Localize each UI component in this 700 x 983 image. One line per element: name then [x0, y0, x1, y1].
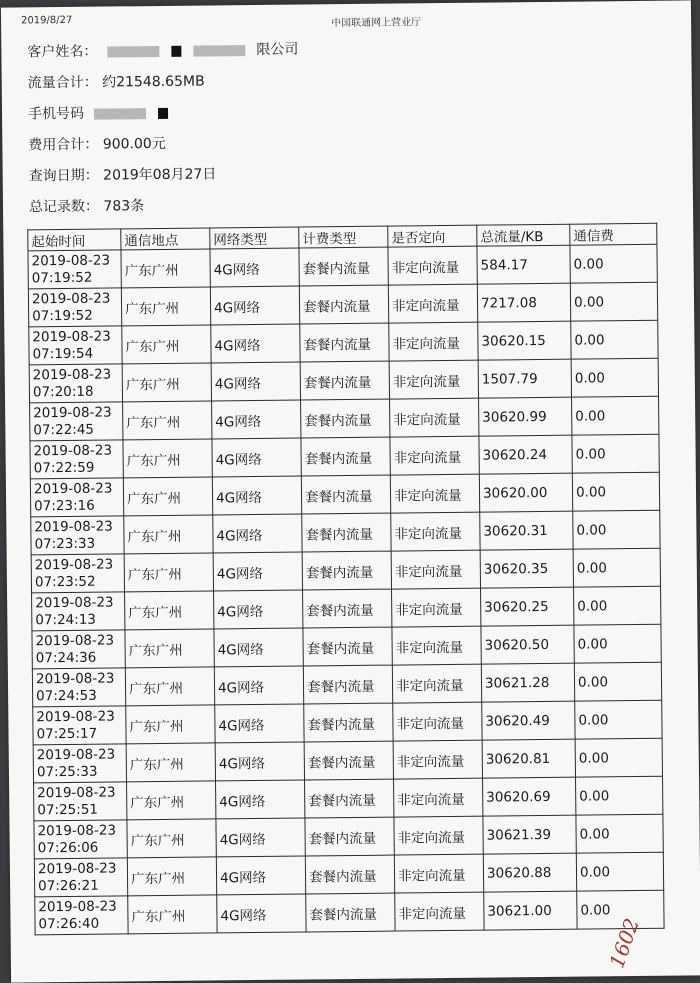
cell-start-time: [30, 478, 123, 517]
cell-traffic: 30620.69: [483, 777, 576, 816]
record-time: 07:23:33: [34, 535, 96, 552]
cell-network: 4G网络: [211, 324, 300, 363]
cell-fee: 0.00: [572, 434, 659, 473]
cell-directed: 非定向流量: [390, 474, 479, 513]
cell-location: 广东广州: [121, 249, 210, 288]
table-row: [30, 434, 659, 479]
record-date: 2019-08-23: [37, 821, 117, 839]
cell-traffic: 30620.88: [483, 853, 576, 892]
cell-fee: 0.00: [571, 358, 658, 397]
table-row: [34, 852, 663, 897]
cell-traffic: 30621.39: [483, 815, 576, 854]
cell-network: 4G网络: [212, 400, 301, 439]
column-header-fee: 通信费: [570, 223, 657, 245]
table-row: [31, 548, 660, 593]
customer-name-value: 限公司: [256, 41, 299, 58]
cell-traffic: 30620.35: [480, 549, 573, 588]
cell-traffic: 30620.00: [479, 473, 572, 512]
record-time: 07:26:40: [38, 915, 100, 932]
cell-traffic: 30620.81: [482, 739, 575, 778]
cell-fee: 0.00: [576, 776, 663, 815]
cell-start-time: [35, 896, 128, 935]
record-time: 07:23:52: [34, 573, 96, 590]
record-date: 2019-08-23: [35, 631, 115, 649]
cell-location: 广东广州: [128, 895, 217, 934]
traffic-total-row: [28, 66, 299, 100]
table-row: [28, 244, 657, 289]
cell-traffic: 30620.24: [479, 435, 572, 474]
cell-start-time: [31, 516, 124, 555]
cell-traffic: 30620.15: [478, 321, 571, 360]
cell-fee: 0.00: [572, 472, 659, 511]
cell-billing: 套餐内流量: [303, 627, 392, 666]
cell-start-time: [34, 820, 127, 859]
cell-location: 广东广州: [124, 515, 213, 554]
cell-location: 广东广州: [123, 401, 212, 440]
cell-directed: 非定向流量: [389, 322, 478, 361]
record-date: 2019-08-23: [32, 366, 112, 383]
cell-network: 4G网络: [217, 894, 306, 933]
redaction-mark: [194, 45, 246, 57]
cell-fee: 0.00: [573, 510, 660, 549]
record-date: 2019-08-23: [31, 252, 111, 269]
cell-start-time: [32, 630, 125, 669]
cell-traffic: 1507.79: [478, 359, 571, 398]
cell-fee: 0.00: [574, 586, 661, 625]
cell-directed: 非定向流量: [393, 740, 482, 779]
cell-directed: 非定向流量: [391, 512, 480, 551]
cell-directed: 非定向流量: [392, 664, 481, 703]
cell-fee: 0.00: [570, 282, 657, 321]
cell-traffic: 584.17: [477, 245, 570, 284]
cell-fee: 0.00: [576, 814, 663, 853]
cell-billing: 套餐内流量: [305, 817, 394, 856]
customer-name-label: 客户姓名：: [27, 43, 98, 61]
record-time: 07:24:36: [35, 649, 97, 666]
column-header-start-time: 起始时间: [28, 229, 121, 251]
cell-directed: 非定向流量: [389, 360, 478, 399]
redaction-mark: [172, 45, 182, 56]
record-date: 2019-08-23: [37, 783, 116, 801]
cell-directed: 非定向流量: [388, 284, 477, 323]
query-date-value: 2019年08月27日: [103, 166, 217, 184]
redaction-mark: [158, 107, 168, 118]
cell-directed: 非定向流量: [395, 892, 484, 931]
table-row: [29, 358, 658, 403]
cell-network: 4G网络: [216, 818, 305, 857]
record-time: 07:24:53: [36, 687, 97, 704]
column-header-billing: 计费类型: [299, 226, 388, 248]
printed-page: [1, 0, 700, 982]
cell-start-time: [29, 326, 122, 365]
table-row: [30, 396, 659, 441]
cell-start-time: [33, 744, 126, 783]
record-time: 07:23:16: [34, 497, 95, 514]
cell-directed: 非定向流量: [391, 550, 480, 589]
column-header-network: 网络类型: [210, 227, 299, 249]
cell-fee: 0.00: [576, 852, 663, 891]
cell-traffic: 30621.28: [481, 663, 574, 702]
handwritten-page-mark: 1602: [604, 915, 644, 972]
site-title: 中国联通网上营业厅: [331, 17, 422, 30]
record-date: 2019-08-23: [35, 593, 114, 611]
table-body: [28, 244, 664, 935]
cell-directed: 非定向流量: [394, 778, 483, 817]
cell-fee: 0.00: [574, 662, 661, 701]
cell-location: 广东广州: [122, 363, 211, 402]
cell-location: 广东广州: [124, 553, 213, 592]
fee-total-row: [28, 128, 299, 162]
cell-billing: 套餐内流量: [299, 285, 388, 324]
record-time: 07:26:06: [37, 839, 99, 856]
table-row: [33, 700, 662, 745]
query-date-label: 查询日期：: [28, 167, 99, 185]
cell-traffic: 30620.31: [480, 511, 573, 550]
cell-billing: 套餐内流量: [305, 779, 394, 818]
cell-start-time: [32, 592, 125, 631]
cell-network: 4G网络: [216, 856, 305, 895]
cell-billing: 套餐内流量: [304, 703, 393, 742]
cell-fee: 0.00: [575, 738, 662, 777]
record-time: 07:22:45: [33, 421, 95, 438]
cell-fee: 0.00: [572, 396, 659, 435]
table-row: [28, 282, 657, 327]
table-row: [29, 320, 658, 365]
cell-billing: 套餐内流量: [302, 513, 391, 552]
cell-traffic: 30620.99: [479, 397, 572, 436]
cell-billing: 套餐内流量: [301, 437, 390, 476]
cell-directed: 非定向流量: [394, 854, 483, 893]
record-date: 2019-08-23: [34, 517, 113, 535]
cell-network: 4G网络: [214, 590, 303, 629]
cell-location: 广东广州: [121, 287, 210, 326]
record-date: 2019-08-23: [36, 745, 116, 763]
cell-directed: 非定向流量: [392, 626, 481, 665]
record-date: 2019-08-23: [32, 328, 111, 345]
cell-network: 4G网络: [212, 476, 301, 515]
cell-fee: 0.00: [575, 700, 662, 739]
cell-billing: 套餐内流量: [300, 323, 389, 362]
cell-billing: 套餐内流量: [303, 589, 392, 628]
cell-location: 广东广州: [127, 857, 216, 896]
cell-billing: 套餐内流量: [300, 361, 389, 400]
record-time: 07:22:59: [33, 459, 95, 476]
cell-network: 4G网络: [214, 666, 303, 705]
cell-directed: 非定向流量: [390, 436, 479, 475]
record-count-label: 总记录数：: [28, 198, 100, 216]
redaction-mark: [94, 108, 146, 120]
cell-billing: 套餐内流量: [303, 665, 392, 704]
cell-network: 4G网络: [212, 438, 301, 477]
cell-traffic: 30620.50: [481, 625, 574, 664]
cell-directed: 非定向流量: [390, 398, 479, 437]
cell-billing: 套餐内流量: [299, 247, 388, 286]
table-row: [31, 510, 660, 555]
cell-billing: 套餐内流量: [301, 475, 390, 514]
cell-fee: 0.00: [577, 890, 664, 929]
cell-network: 4G网络: [211, 362, 300, 401]
table-row: [34, 814, 663, 859]
record-time: 07:24:13: [35, 611, 97, 628]
record-time: 07:25:17: [36, 725, 98, 742]
cell-directed: 非定向流量: [392, 588, 481, 627]
cell-network: 4G网络: [213, 552, 302, 591]
cell-network: 4G网络: [215, 704, 304, 743]
cell-directed: 非定向流量: [394, 816, 483, 855]
cell-fee: 0.00: [573, 548, 660, 587]
cell-location: 广东广州: [127, 781, 216, 820]
cell-start-time: [29, 364, 122, 403]
cell-fee: 0.00: [571, 320, 658, 359]
table-row: [34, 776, 663, 821]
cell-billing: 套餐内流量: [305, 855, 394, 894]
customer-info: [27, 35, 300, 224]
table-row: [33, 738, 662, 783]
cell-traffic: 30620.25: [481, 587, 574, 626]
query-date-row: [29, 159, 300, 193]
cell-start-time: [28, 250, 121, 289]
cell-billing: 套餐内流量: [301, 399, 390, 438]
record-time: 07:19:52: [31, 269, 93, 286]
cell-directed: 非定向流量: [388, 246, 477, 285]
cell-fee: 0.00: [570, 244, 657, 283]
record-time: 07:25:33: [36, 763, 98, 780]
cell-location: 广东广州: [126, 705, 215, 744]
cell-network: 4G网络: [214, 628, 303, 667]
fee-total-value: 900.00元: [102, 135, 166, 153]
column-header-directed: 是否定向: [388, 225, 477, 247]
cell-network: 4G网络: [215, 742, 304, 781]
record-date: 2019-08-23: [33, 404, 112, 421]
phone-label: 手机号码: [27, 105, 85, 123]
cell-traffic: 30621.00: [484, 891, 577, 930]
cell-billing: 套餐内流量: [302, 551, 391, 590]
cell-location: 广东广州: [126, 743, 215, 782]
cell-directed: 非定向流量: [393, 702, 482, 741]
record-time: 07:26:21: [38, 877, 99, 894]
record-date: 2019-08-23: [38, 897, 117, 915]
traffic-records-table: [27, 223, 664, 936]
cell-start-time: [30, 402, 123, 441]
record-date: 2019-08-23: [37, 859, 117, 877]
traffic-total-value: 约21548.65MB: [102, 73, 205, 91]
cell-start-time: [34, 782, 127, 821]
record-time: 07:19:52: [32, 307, 93, 324]
cell-billing: 套餐内流量: [306, 893, 395, 932]
cell-location: 广东广州: [123, 439, 212, 478]
column-header-traffic: 总流量/KB: [477, 224, 570, 246]
cell-traffic: 30620.49: [482, 701, 575, 740]
table-row: [30, 472, 659, 517]
record-date: 2019-08-23: [33, 479, 113, 497]
cell-start-time: [31, 554, 124, 593]
record-date: 2019-08-23: [33, 442, 113, 459]
table-row: [35, 890, 664, 935]
cell-network: 4G网络: [210, 248, 299, 287]
record-time: 07:19:54: [32, 345, 94, 362]
cell-location: 广东广州: [125, 591, 214, 630]
redaction-mark: [108, 45, 160, 57]
cell-traffic: 7217.08: [477, 283, 570, 322]
phone-row: [28, 97, 299, 131]
cell-location: 广东广州: [127, 819, 216, 858]
record-time: 07:20:18: [32, 383, 94, 400]
record-date: 2019-08-23: [34, 555, 114, 573]
cell-start-time: [32, 668, 125, 707]
cell-network: 4G网络: [213, 514, 302, 553]
record-count-value: 783条: [103, 198, 145, 215]
cell-start-time: [28, 288, 121, 327]
cell-location: 广东广州: [123, 477, 212, 516]
cell-location: 广东广州: [125, 667, 214, 706]
table-row: [32, 662, 661, 707]
cell-network: 4G网络: [216, 780, 305, 819]
print-date: 2019/8/27: [20, 14, 73, 27]
cell-start-time: [30, 440, 123, 479]
record-time: 07:25:51: [37, 801, 99, 818]
cell-location: 广东广州: [125, 629, 214, 668]
traffic-total-label: 流量合计：: [27, 74, 98, 92]
record-date: 2019-08-23: [36, 707, 115, 725]
cell-network: 4G网络: [210, 286, 299, 325]
column-header-location: 通信地点: [121, 228, 210, 250]
cell-location: 广东广州: [122, 325, 211, 364]
record-count-row: [29, 190, 300, 224]
cell-start-time: [33, 706, 126, 745]
table-row: [32, 586, 661, 631]
record-date: 2019-08-23: [31, 290, 111, 307]
cell-fee: 0.00: [574, 624, 661, 663]
table-row: [32, 624, 661, 669]
cell-start-time: [34, 858, 127, 897]
customer-name-row: [27, 35, 298, 69]
fee-total-label: 费用合计：: [28, 136, 99, 154]
cell-billing: 套餐内流量: [304, 741, 393, 780]
record-date: 2019-08-23: [35, 669, 115, 687]
